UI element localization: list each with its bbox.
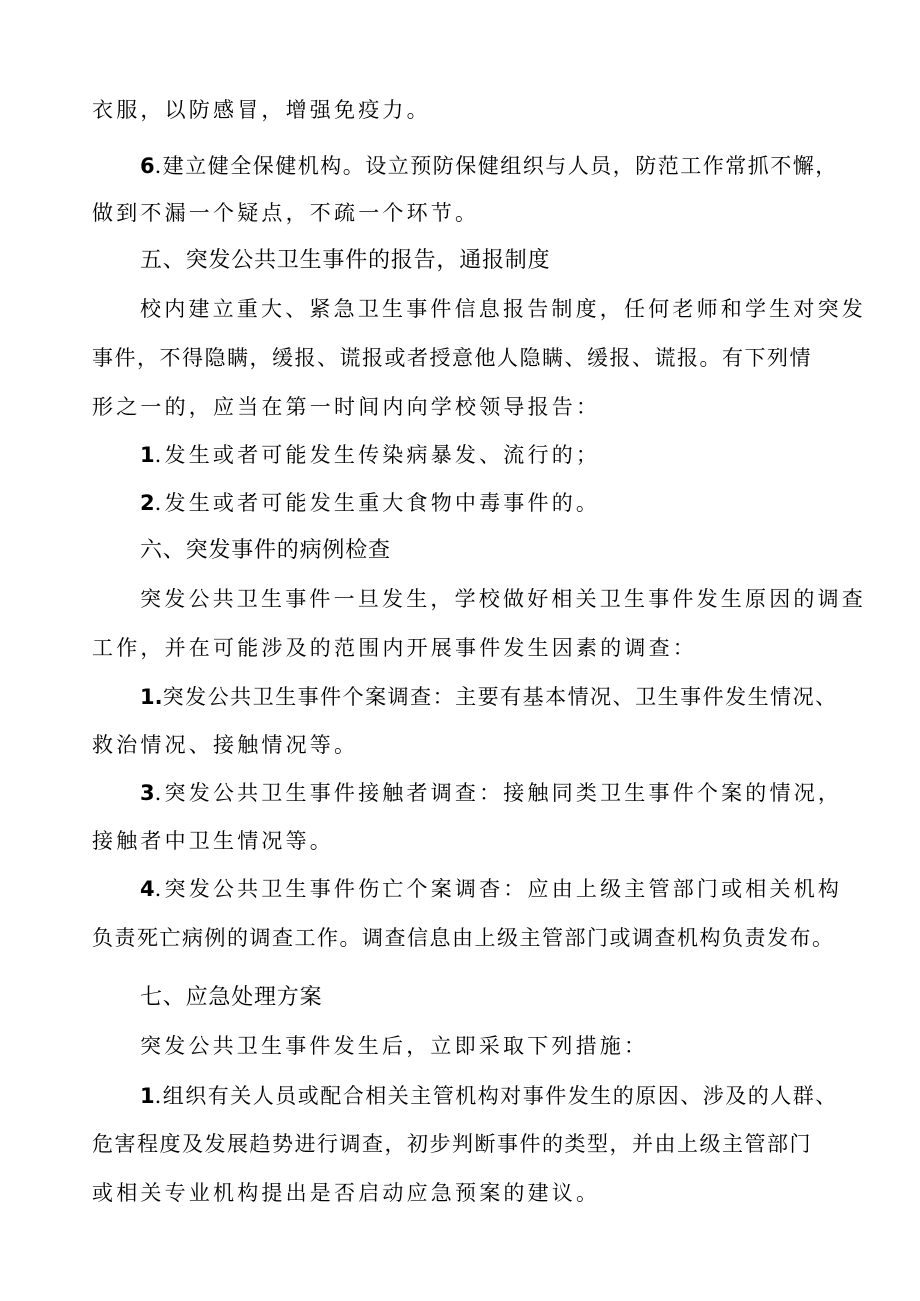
paragraph-line bbox=[140, 585, 866, 613]
list-item-6 bbox=[140, 152, 838, 180]
paragraph-text: 突发公共卫生事件一旦发生，学校做好相关卫生事件发生原因的调查 bbox=[140, 587, 866, 611]
paragraph-text: 校内建立重大、紧急卫生事件信息报告制度，任何老师和学生对突发 bbox=[140, 297, 866, 321]
list-item-1-continued bbox=[92, 1130, 812, 1158]
section-heading-6 bbox=[140, 537, 391, 565]
list-number: 4 bbox=[140, 877, 155, 901]
list-text: 接触者中卫生情况等。 bbox=[92, 829, 334, 853]
list-text: 负责死亡病例的调查工作。调查信息由上级主管部门或调查机构负责发布。 bbox=[92, 926, 835, 950]
list-item-6-continued bbox=[92, 199, 479, 227]
list-item-3-continued bbox=[92, 827, 334, 855]
list-text: .发生或者可能发生重大食物中毒事件的。 bbox=[154, 491, 601, 515]
section-title: 六、突发事件的病例检查 bbox=[140, 538, 391, 563]
section-title: 七、应急处理方案 bbox=[140, 985, 323, 1010]
paragraph-line bbox=[140, 1032, 648, 1060]
list-text: .组织有关人员或配合相关主管机构对事件发生的原因、涉及的人群、 bbox=[154, 1084, 838, 1108]
paragraph-line bbox=[92, 96, 431, 124]
list-text: 突发公共卫生事件个案调查：主要有基本情况、卫生事件发生情况、 bbox=[162, 685, 838, 709]
list-item-1 bbox=[140, 683, 838, 711]
paragraph-line bbox=[92, 344, 812, 372]
list-text: .建立健全保健机构。设立预防保健组织与人员，防范工作常抓不懈， bbox=[154, 154, 838, 178]
list-item-1-continued bbox=[92, 731, 358, 759]
list-number: 2 bbox=[140, 491, 155, 515]
paragraph-text: 形之一的，应当在第一时间内向学校领导报告： bbox=[92, 395, 601, 419]
section-heading-7 bbox=[140, 984, 322, 1012]
list-number: 1 bbox=[140, 1084, 155, 1108]
section-title: 五、突发公共卫生事件的报告，通报制度 bbox=[140, 248, 551, 273]
list-number: 3 bbox=[140, 781, 155, 805]
list-number: 1 bbox=[140, 443, 155, 467]
paragraph-line bbox=[140, 295, 866, 323]
list-number: 1. bbox=[140, 685, 163, 709]
list-text: 或相关专业机构提出是否启动应急预案的建议。 bbox=[92, 1181, 601, 1205]
list-text: 做到不漏一个疑点，不疏一个环节。 bbox=[92, 201, 480, 225]
section-heading-5 bbox=[140, 247, 550, 275]
paragraph-line bbox=[92, 634, 697, 662]
list-text: .发生或者可能发生传染病暴发、流行的； bbox=[154, 443, 601, 467]
list-text: 救治情况、接触情况等。 bbox=[92, 733, 359, 757]
paragraph-text: 事件，不得隐瞒，缓报、谎报或者授意他人隐瞒、缓报、谎报。有下列情 bbox=[92, 346, 812, 370]
list-item-4-continued bbox=[92, 924, 835, 952]
list-item-1-continued bbox=[92, 1179, 600, 1207]
paragraph-text: 衣服，以防感冒，增强免疫力。 bbox=[92, 98, 431, 122]
list-item-2 bbox=[140, 489, 600, 517]
paragraph-text: 突发公共卫生事件发生后，立即采取下列措施： bbox=[140, 1034, 649, 1058]
list-text: .突发公共卫生事件接触者调查：接触同类卫生事件个案的情况， bbox=[154, 781, 843, 805]
list-item-4 bbox=[140, 875, 842, 903]
list-number: 6 bbox=[140, 154, 155, 178]
list-item-3 bbox=[140, 779, 842, 807]
list-text: 危害程度及发展趋势进行调查，初步判断事件的类型，并由上级主管部门 bbox=[92, 1132, 812, 1156]
paragraph-text: 工作，并在可能涉及的范围内开展事件发生因素的调查： bbox=[92, 636, 697, 660]
paragraph-line bbox=[92, 393, 600, 421]
list-item-1 bbox=[140, 441, 600, 469]
list-item-1 bbox=[140, 1082, 838, 1110]
list-text: .突发公共卫生事件伤亡个案调杳：应由上级主管部门或相关机构 bbox=[154, 877, 843, 901]
